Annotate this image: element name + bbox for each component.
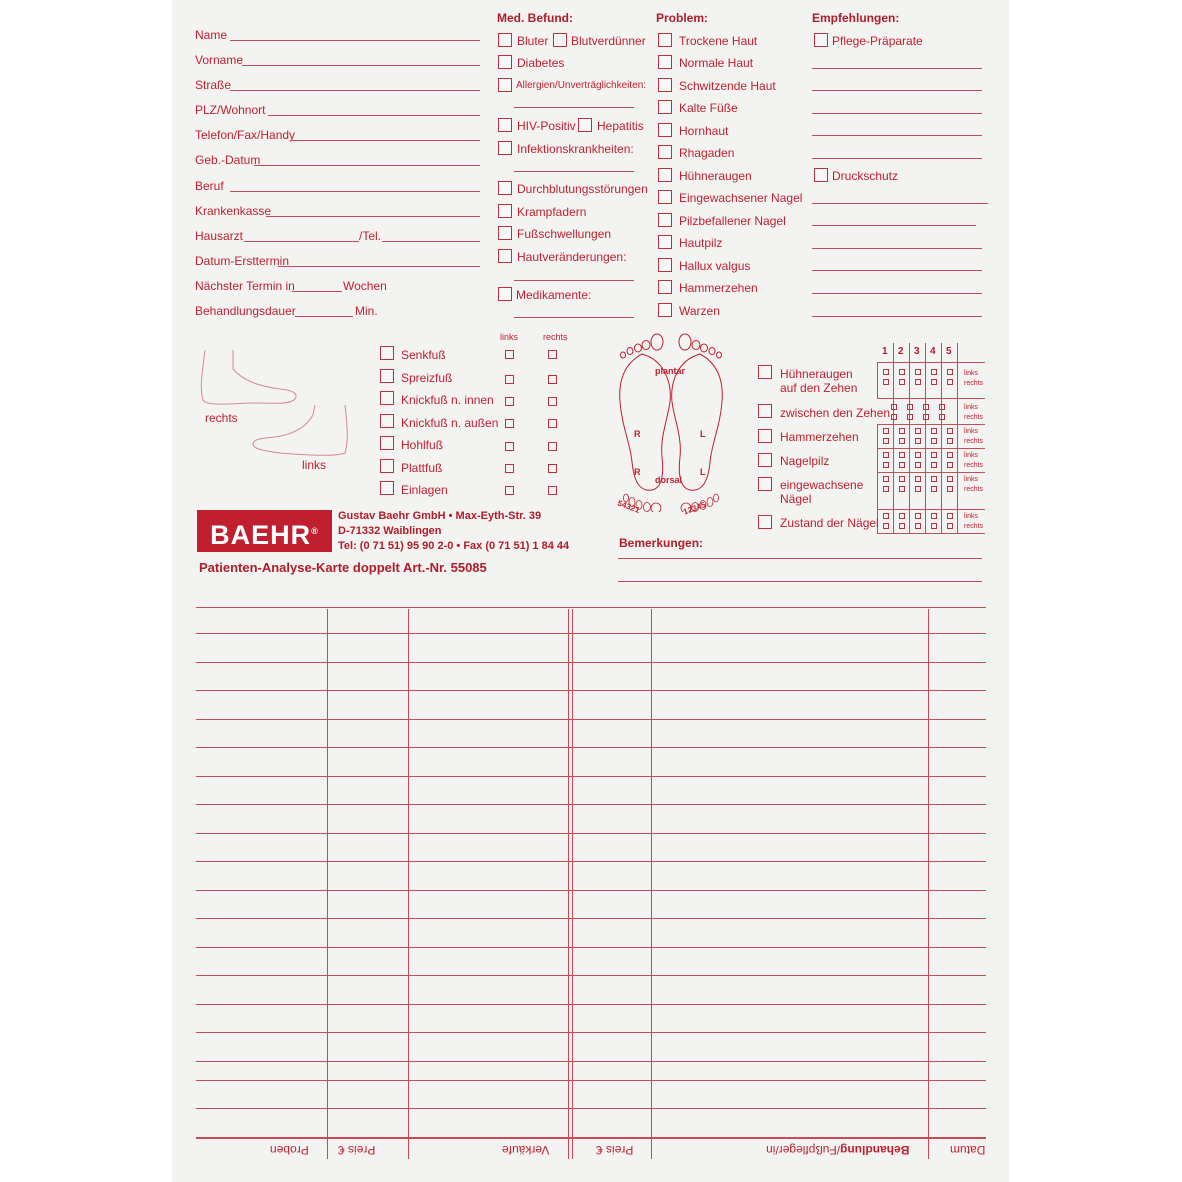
field-hausarzt-line[interactable] [244, 241, 359, 242]
table-row-1 [196, 633, 986, 634]
druckschutz-label: Druckschutz [832, 169, 899, 183]
table-row-9 [196, 861, 986, 862]
problem-checkbox-7[interactable] [658, 168, 672, 182]
t1-r-5[interactable] [947, 379, 953, 385]
problem-label-2: Normale Haut [679, 56, 754, 70]
empf-line-8[interactable] [812, 248, 982, 249]
table-col-3a [568, 609, 569, 1159]
t1-l-5[interactable] [947, 369, 953, 375]
hepatitis-checkbox[interactable] [578, 118, 592, 132]
table-row-18 [196, 1108, 986, 1109]
t6-r-2[interactable] [899, 523, 905, 529]
table-row-13 [196, 975, 986, 976]
hautveraenderungen-label: Hautveränderungen: [517, 250, 627, 264]
med-befund-header: Med. Befund: [497, 11, 573, 25]
card-title: Patienten-Analyse-Karte doppelt Art.-Nr. 55085 [199, 560, 487, 575]
problem-checkbox-13[interactable] [658, 303, 672, 317]
field-hausarzt-label: Hausarzt [195, 229, 244, 243]
shape-label-5: Hohlfuß [401, 438, 444, 452]
problem-checkbox-1[interactable] [658, 33, 672, 47]
col-preis2-header: Preis € [596, 1143, 634, 1157]
toe-row-top-1 [877, 362, 985, 363]
sketch-links-label: links [302, 458, 327, 472]
toe-col-divider-2 [909, 343, 910, 533]
problem-checkbox-8[interactable] [658, 190, 672, 204]
t4-r-2[interactable] [899, 462, 905, 468]
toes-right-numbers: 1 2 3 4 5 [682, 500, 707, 517]
bluter-checkbox[interactable] [498, 33, 512, 47]
t6-r-3[interactable] [915, 523, 921, 529]
shape-2-rechts-checkbox[interactable] [548, 375, 557, 384]
toe-item-checkbox-6[interactable] [758, 515, 772, 529]
toe-item-checkbox-4[interactable] [758, 453, 772, 467]
problem-label-8: Eingewachsener Nagel [679, 191, 803, 205]
t4-rechts-label: rechts [964, 462, 984, 469]
t4-r-3[interactable] [915, 462, 921, 468]
col-datum-header: Datum [950, 1143, 986, 1157]
shape-5-links-checkbox[interactable] [505, 442, 514, 451]
company-line-1: Gustav Baehr GmbH • Max-Eyth-Str. 39 [338, 510, 542, 522]
t1-r-1[interactable] [883, 379, 889, 385]
table-row-8 [196, 833, 986, 834]
field-gebdatum-label: Geb.-Datum [195, 153, 261, 167]
col-proben-header: Proben [270, 1143, 309, 1157]
t5-l-4[interactable] [931, 476, 937, 482]
fussschwellungen-label: Fußschwellungen [517, 227, 612, 241]
shape-4-rechts-checkbox[interactable] [548, 419, 557, 428]
t2-r-3[interactable] [923, 414, 929, 420]
company-line-2: D-71332 Waiblingen [338, 525, 442, 537]
t2-l-4[interactable] [939, 404, 945, 410]
field-tel-line[interactable] [382, 241, 480, 242]
t4-l-5[interactable] [947, 452, 953, 458]
problem-checkbox-9[interactable] [658, 213, 672, 227]
t4-l-4[interactable] [931, 452, 937, 458]
shape-6-rechts-checkbox[interactable] [548, 464, 557, 473]
table-col-3b [572, 609, 573, 1159]
toe-col-divider-1 [893, 343, 894, 533]
table-row-16 [196, 1061, 986, 1062]
toe-num-1: 1 [882, 346, 888, 357]
plantar-r-label: R [634, 429, 641, 439]
empf-line-7[interactable] [812, 225, 976, 226]
field-strasse-line[interactable] [230, 90, 480, 91]
diabetes-label: Diabetes [517, 56, 565, 70]
empf-line-10[interactable] [812, 293, 982, 294]
druckschutz-checkbox[interactable] [814, 168, 828, 182]
shape-label-7: Einlagen [401, 483, 448, 497]
pflege-label: Pflege-Präparate [832, 34, 923, 48]
t5-l-2[interactable] [899, 476, 905, 482]
shape-1-links-checkbox[interactable] [505, 350, 514, 359]
toe-item-checkbox-1[interactable] [758, 365, 772, 379]
empf-line-11[interactable] [812, 316, 982, 317]
table-col-2 [408, 609, 409, 1159]
infektion-line[interactable] [514, 171, 634, 172]
allergien-line[interactable] [514, 107, 634, 108]
problem-checkbox-3[interactable] [658, 78, 672, 92]
toe-num-3: 3 [914, 346, 920, 357]
diabetes-checkbox[interactable] [498, 55, 512, 69]
table-col-1 [327, 609, 328, 1159]
col-behandlung-header [766, 1143, 909, 1157]
problem-checkbox-12[interactable] [658, 280, 672, 294]
toe-col-divider-0a [877, 362, 878, 398]
shape-label-4: Knickfuß n. außen [401, 416, 499, 430]
field-telefon-label: Telefon/Fax/Handy [195, 128, 296, 142]
problem-label-12: Hammerzehen [679, 281, 758, 295]
krampfadern-label: Krampfadern [517, 205, 587, 219]
col-fusspfleger-text: /Fußpfleger/in [766, 1143, 841, 1157]
table-row-5 [196, 747, 986, 748]
t5-r-4[interactable] [931, 486, 937, 492]
allergien-label: Allergien/Unverträglichkeiten: [516, 80, 647, 91]
hiv-label: HIV-Positiv [517, 119, 576, 133]
t3-r-5[interactable] [947, 438, 953, 444]
company-line-3: Tel: (0 71 51) 95 90 2-0 • Fax (0 71 51) 1 84 44 [338, 540, 570, 552]
t3-l-3[interactable] [915, 428, 921, 434]
empf-line-3[interactable] [812, 113, 982, 114]
empf-line-5[interactable] [812, 158, 982, 159]
table-row-2 [196, 662, 986, 663]
bemerkungen-line-1[interactable] [618, 558, 982, 559]
toe-item-label-2: zwischen den Zehen [780, 406, 891, 420]
t1-r-2[interactable] [899, 379, 905, 385]
t5-r-3[interactable] [915, 486, 921, 492]
logo-reg: ® [311, 526, 319, 536]
shape-checkbox-1[interactable] [380, 346, 394, 360]
infektion-checkbox[interactable] [498, 141, 512, 155]
shape-checkbox-4[interactable] [380, 414, 394, 428]
toe-col-divider-4 [941, 343, 942, 533]
t3-r-4[interactable] [931, 438, 937, 444]
t5-r-1[interactable] [883, 486, 889, 492]
hautveraenderungen-line[interactable] [514, 280, 634, 281]
field-dauer-label: Behandlungsdauer [195, 304, 296, 318]
shape-checkbox-2[interactable] [380, 369, 394, 383]
t5-l-5[interactable] [947, 476, 953, 482]
t5-l-3[interactable] [915, 476, 921, 482]
table-col-4 [651, 609, 652, 1159]
field-vorname-line[interactable] [242, 65, 480, 66]
t3-l-4[interactable] [931, 428, 937, 434]
t4-links-label: links [964, 452, 979, 459]
toe-item-label-6: Zustand der Nägel [780, 516, 879, 530]
t6-l-1[interactable] [883, 513, 889, 519]
t3-r-3[interactable] [915, 438, 921, 444]
shape-3-links-checkbox[interactable] [505, 397, 514, 406]
col-verkaeufe-header: Verkäufe [502, 1143, 550, 1157]
t6-l-5[interactable] [947, 513, 953, 519]
t6-r-4[interactable] [931, 523, 937, 529]
t5-r-2[interactable] [899, 486, 905, 492]
field-beruf-line[interactable] [230, 191, 480, 192]
t2-r-4[interactable] [939, 414, 945, 420]
problem-checkbox-5[interactable] [658, 123, 672, 137]
table-row-4 [196, 719, 986, 720]
table-row-3 [196, 690, 986, 691]
infektion-label: Infektionskrankheiten: [517, 142, 634, 156]
table-row-10 [196, 890, 986, 891]
bluter-label: Bluter [517, 34, 549, 48]
durchblutung-label: Durchblutungsstörungen [517, 182, 648, 196]
toe-item-checkbox-3[interactable] [758, 429, 772, 443]
field-naechster-line[interactable] [292, 291, 342, 292]
t6-l-4[interactable] [931, 513, 937, 519]
medikamente-label: Medikamente: [516, 288, 592, 302]
problem-label-3: Schwitzende Haut [679, 79, 776, 93]
dorsal-label: dorsal [655, 475, 683, 485]
t5-links-label: links [964, 476, 979, 483]
t2-l-3[interactable] [923, 404, 929, 410]
problem-label-13: Warzen [679, 304, 720, 318]
shape-checkbox-3[interactable] [380, 391, 394, 405]
shape-5-rechts-checkbox[interactable] [548, 442, 557, 451]
field-ersttermin-label: Datum-Ersttermin [195, 254, 290, 268]
t2-rechts-label: rechts [964, 414, 984, 421]
field-telefon-line[interactable] [292, 140, 480, 141]
shape-rechts-header: rechts [543, 332, 568, 342]
col-preis1-header: Preis € [338, 1143, 376, 1157]
shape-7-links-checkbox[interactable] [505, 486, 514, 495]
problem-label-10: Hautpilz [679, 236, 723, 250]
sketch-rechts-label: rechts [205, 411, 238, 425]
problem-label-9: Pilzbefallener Nagel [679, 214, 786, 228]
field-name-line[interactable] [230, 40, 480, 41]
field-ersttermin-line[interactable] [278, 266, 480, 267]
problem-header: Problem: [656, 11, 709, 25]
problem-checkbox-10[interactable] [658, 235, 672, 249]
t1-r-4[interactable] [931, 379, 937, 385]
problem-label-7: Hühneraugen [679, 169, 752, 183]
shape-6-links-checkbox[interactable] [505, 464, 514, 473]
toe-num-5: 5 [946, 346, 952, 357]
field-wochen-label: Wochen [343, 279, 387, 293]
problem-checkbox-11[interactable] [658, 258, 672, 272]
blutverduenner-label: Blutverdünner [571, 34, 646, 48]
t1-l-3[interactable] [915, 369, 921, 375]
bemerkungen-line-2[interactable] [618, 581, 982, 582]
problem-checkbox-6[interactable] [658, 145, 672, 159]
t3-links-label: links [964, 428, 979, 435]
t6-l-2[interactable] [899, 513, 905, 519]
t3-r-1[interactable] [883, 438, 889, 444]
shape-1-rechts-checkbox[interactable] [548, 350, 557, 359]
t1-l-1[interactable] [883, 369, 889, 375]
table-row-7 [196, 804, 986, 805]
toe-row-sep-3 [877, 448, 985, 449]
table-row-6 [196, 776, 986, 777]
baehr-logo [197, 510, 332, 552]
t1-links-label: links [964, 370, 979, 377]
problem-checkbox-2[interactable] [658, 55, 672, 69]
bemerkungen-label: Bemerkungen: [619, 536, 704, 550]
t6-l-3[interactable] [915, 513, 921, 519]
field-krankenkasse-line[interactable] [266, 216, 480, 217]
field-plz-label: PLZ/Wohnort [195, 103, 266, 117]
plantar-label: plantar [655, 366, 686, 376]
table-col-5 [928, 609, 929, 1159]
t6-rechts-label: rechts [964, 523, 984, 530]
shape-links-header: links [500, 332, 519, 342]
t2-r-2[interactable] [907, 414, 913, 420]
hepatitis-label: Hepatitis [597, 119, 644, 133]
table-top-line [196, 607, 986, 608]
toe-item-label-3: Hammerzehen [780, 430, 859, 444]
dorsal-r-label: R [634, 467, 641, 477]
field-naechster-label: Nächster Termin in [195, 279, 295, 293]
toe-item-checkbox-2[interactable] [758, 404, 772, 418]
toe-row-sep-5 [877, 509, 985, 510]
toe-row-sep-4 [877, 472, 985, 473]
krampfadern-checkbox[interactable] [498, 204, 512, 218]
field-strasse-label: Straße [195, 78, 232, 92]
toe-row-sep-2 [877, 424, 985, 425]
t5-l-1[interactable] [883, 476, 889, 482]
field-vorname-label: Vorname [195, 53, 244, 67]
t2-r-1[interactable] [891, 414, 897, 420]
toe-item-label-4: Nagelpilz [780, 454, 830, 468]
shape-label-6: Plattfuß [401, 461, 443, 475]
t3-rechts-label: rechts [964, 438, 984, 445]
field-krankenkasse-label: Krankenkasse [195, 204, 272, 218]
toe-num-4: 4 [930, 346, 936, 357]
t2-l-1[interactable] [891, 404, 897, 410]
t1-r-3[interactable] [915, 379, 921, 385]
t4-r-4[interactable] [931, 462, 937, 468]
shape-2-links-checkbox[interactable] [505, 375, 514, 384]
problem-checkbox-4[interactable] [658, 100, 672, 114]
t3-l-1[interactable] [883, 428, 889, 434]
t4-l-1[interactable] [883, 452, 889, 458]
table-row-17 [196, 1080, 986, 1081]
toe-row-sep-1 [877, 398, 985, 399]
t6-r-1[interactable] [883, 523, 889, 529]
shape-4-links-checkbox[interactable] [505, 419, 514, 428]
table-row-11 [196, 918, 986, 919]
t2-links-label: links [964, 404, 979, 411]
field-gebdatum-line[interactable] [254, 165, 480, 166]
col-behandlung-bold: Behandlung [840, 1143, 910, 1157]
plantar-l-label: L [700, 429, 706, 439]
problem-label-5: Hornhaut [679, 124, 729, 138]
field-tel-label: /Tel. [359, 229, 382, 243]
t3-l-2[interactable] [899, 428, 905, 434]
t1-rechts-label: rechts [964, 380, 984, 387]
toe-row-bottom [877, 533, 985, 534]
toe-col-divider-3 [925, 343, 926, 533]
field-name-label: Name [195, 28, 228, 42]
field-dauer-line[interactable] [295, 316, 353, 317]
blutverduenner-checkbox[interactable] [553, 33, 567, 47]
logo-text: BAEHR [210, 520, 312, 550]
empf-line-2[interactable] [812, 90, 982, 91]
empf-line-4[interactable] [812, 135, 982, 136]
table-row-15 [196, 1032, 986, 1033]
t1-l-4[interactable] [931, 369, 937, 375]
foot-side-sketch [195, 345, 355, 470]
shape-3-rechts-checkbox[interactable] [548, 397, 557, 406]
t3-l-5[interactable] [947, 428, 953, 434]
toe-item-checkbox-5[interactable] [758, 477, 772, 491]
shape-label-1: Senkfuß [401, 348, 446, 362]
t6-r-5[interactable] [947, 523, 953, 529]
medikamente-line[interactable] [514, 317, 634, 318]
t4-l-3[interactable] [915, 452, 921, 458]
shape-label-2: Spreizfuß [401, 371, 453, 385]
table-row-14 [196, 1004, 986, 1005]
toe-item-label-1: Hühneraugen auf den Zehen [780, 367, 858, 395]
allergien-checkbox[interactable] [498, 78, 512, 92]
shape-label-3: Knickfuß n. innen [401, 393, 494, 407]
empf-line-9[interactable] [812, 270, 982, 271]
t5-rechts-label: rechts [964, 486, 984, 493]
table-header-line [196, 1137, 986, 1139]
problem-label-6: Rhagaden [679, 146, 735, 160]
hautveraenderungen-checkbox[interactable] [498, 249, 512, 263]
shape-7-rechts-checkbox[interactable] [548, 486, 557, 495]
shape-checkbox-7[interactable] [380, 481, 394, 495]
durchblutung-checkbox[interactable] [498, 181, 512, 195]
empfehlungen-header: Empfehlungen: [812, 11, 900, 25]
problem-label-11: Hallux valgus [679, 259, 751, 273]
t3-r-2[interactable] [899, 438, 905, 444]
table-row-12 [196, 947, 986, 948]
hiv-checkbox[interactable] [498, 118, 512, 132]
empf-line-1[interactable] [812, 68, 982, 69]
pflege-checkbox[interactable] [814, 33, 828, 47]
empf-line-6[interactable] [812, 203, 988, 204]
t6-links-label: links [964, 513, 979, 520]
shape-checkbox-6[interactable] [380, 459, 394, 473]
field-plz-line[interactable] [268, 115, 480, 116]
toe-num-2: 2 [898, 346, 904, 357]
sole-diagram [612, 332, 732, 515]
t1-l-2[interactable] [899, 369, 905, 375]
toe-col-divider-5 [957, 343, 958, 533]
t4-r-1[interactable] [883, 462, 889, 468]
problem-label-4: Kalte Füße [679, 101, 738, 115]
toes-left-numbers: 5 4 3 2 1 [616, 498, 641, 515]
dorsal-l-label: L [700, 467, 706, 477]
toe-item-label-5: eingewachsene Nägel [780, 478, 864, 506]
t2-l-2[interactable] [907, 404, 913, 410]
t5-r-5[interactable] [947, 486, 953, 492]
shape-checkbox-5[interactable] [380, 436, 394, 450]
medikamente-checkbox[interactable] [498, 287, 512, 301]
t4-r-5[interactable] [947, 462, 953, 468]
field-beruf-label: Beruf [195, 179, 224, 193]
fussschwellungen-checkbox[interactable] [498, 226, 512, 240]
field-min-label: Min. [355, 304, 378, 318]
t4-l-2[interactable] [899, 452, 905, 458]
problem-label-1: Trockene Haut [679, 34, 758, 48]
